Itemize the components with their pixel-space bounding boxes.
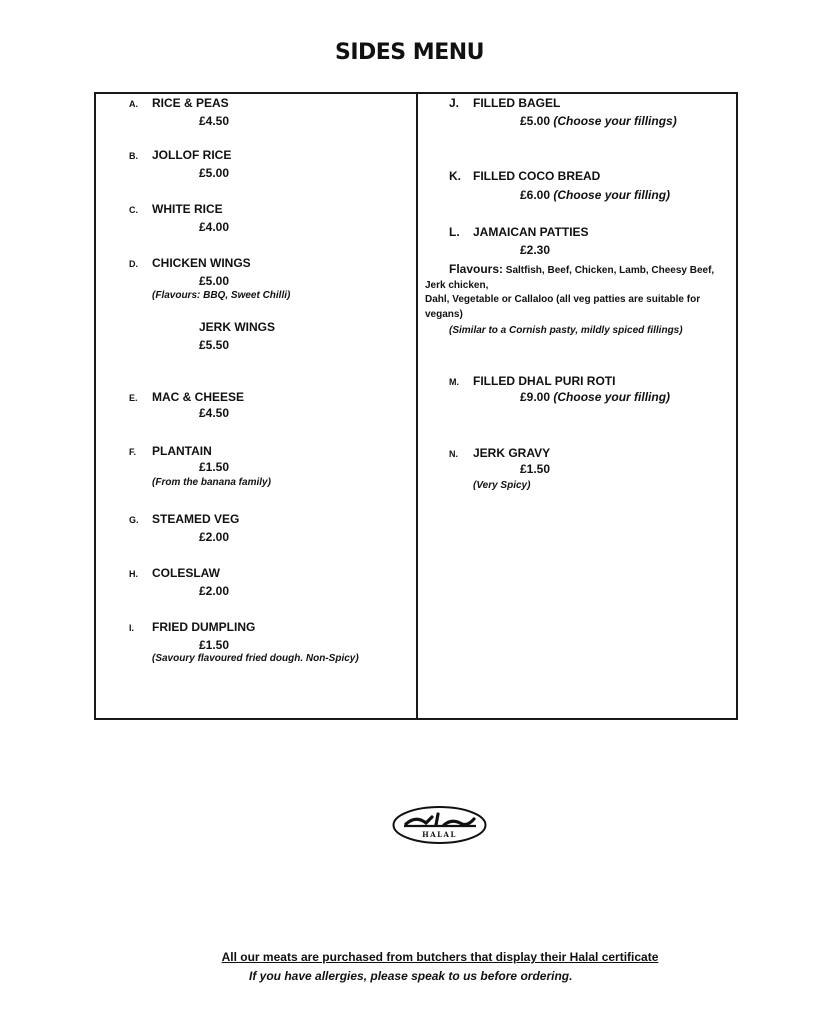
item-note: (Similar to a Cornish pasty, mildly spiced fillings) xyxy=(449,325,683,336)
item-name: MAC & CHEESE xyxy=(152,390,245,404)
column-divider xyxy=(416,94,418,718)
patties-flavours-line: Dahl, Vegetable or Callaloo (all veg patties are suitable for xyxy=(425,294,701,305)
item-name: PLANTAIN xyxy=(152,444,212,458)
item-letter: J. xyxy=(449,96,460,110)
item-price: £2.00 xyxy=(199,584,230,598)
item-letter: F. xyxy=(129,447,137,457)
item-name: RICE & PEAS xyxy=(152,96,229,110)
item-price: £2.30 xyxy=(520,243,551,257)
item-price: £4.50 xyxy=(199,114,230,128)
menu-table xyxy=(94,92,738,720)
item-price: £2.00 xyxy=(199,530,230,544)
item-letter: D. xyxy=(129,259,138,269)
item-name: CHICKEN WINGS xyxy=(152,256,251,270)
page-title: SIDES MENU xyxy=(334,40,485,65)
item-name: STEAMED VEG xyxy=(152,512,240,526)
item-letter: I. xyxy=(129,623,135,633)
patties-flavours: Flavours: Saltfish, Beef, Chicken, Lamb, Cheesy Beef, xyxy=(449,262,715,276)
item-note: (From the banana family) xyxy=(152,477,271,488)
item-letter: H. xyxy=(129,569,138,579)
item-letter: M. xyxy=(449,377,459,387)
allergy-notice: If you have allergies, please speak to us before ordering. xyxy=(249,969,573,983)
item-note: (Savoury flavoured fried dough. Non-Spicy) xyxy=(152,653,359,664)
item-name: JAMAICAN PATTIES xyxy=(473,225,589,239)
item-price: £5.00 (Choose your fillings) xyxy=(520,114,677,128)
item-name: COLESLAW xyxy=(152,566,220,580)
patties-flavours-line: vegans) xyxy=(425,309,463,320)
item-name: JOLLOF RICE xyxy=(152,148,232,162)
item-note: (Very Spicy) xyxy=(473,480,531,491)
item-letter: E. xyxy=(129,393,138,403)
item-letter: B. xyxy=(129,151,138,161)
item-price: £1.50 xyxy=(520,462,551,476)
item-price: £4.00 xyxy=(199,220,230,234)
item-letter: A. xyxy=(129,99,138,109)
item-price: £4.50 xyxy=(199,406,230,420)
item-price: £1.50 xyxy=(199,638,230,652)
item-name: FRIED DUMPLING xyxy=(152,620,256,634)
halal-statement: All our meats are purchased from butchers that display their Halal certificate xyxy=(221,950,659,964)
item-name: JERK GRAVY xyxy=(473,446,551,460)
halal-logo xyxy=(392,805,487,845)
item-letter: N. xyxy=(449,449,458,459)
halal-logo-text: HALAL xyxy=(422,830,457,839)
item-price: £5.00 xyxy=(199,274,230,288)
item-letter: L. xyxy=(449,225,460,239)
item-price: £5.00 xyxy=(199,166,230,180)
patties-flavours-line: Jerk chicken, xyxy=(425,280,489,291)
item-name: JERK WINGS xyxy=(199,320,276,334)
item-letter: C. xyxy=(129,205,138,215)
item-letter: K. xyxy=(449,169,461,183)
item-name: FILLED COCO BREAD xyxy=(473,169,601,183)
item-price: £5.50 xyxy=(199,338,230,352)
item-note: (Flavours: BBQ, Sweet Chilli) xyxy=(152,290,291,301)
item-price: £1.50 xyxy=(199,460,230,474)
item-letter: G. xyxy=(129,515,139,525)
item-name: WHITE RICE xyxy=(152,202,223,216)
item-name: FILLED BAGEL xyxy=(473,96,561,110)
item-price: £9.00 (Choose your filling) xyxy=(520,390,671,404)
item-name: FILLED DHAL PURI ROTI xyxy=(473,374,616,388)
item-price: £6.00 (Choose your filling) xyxy=(520,188,671,202)
